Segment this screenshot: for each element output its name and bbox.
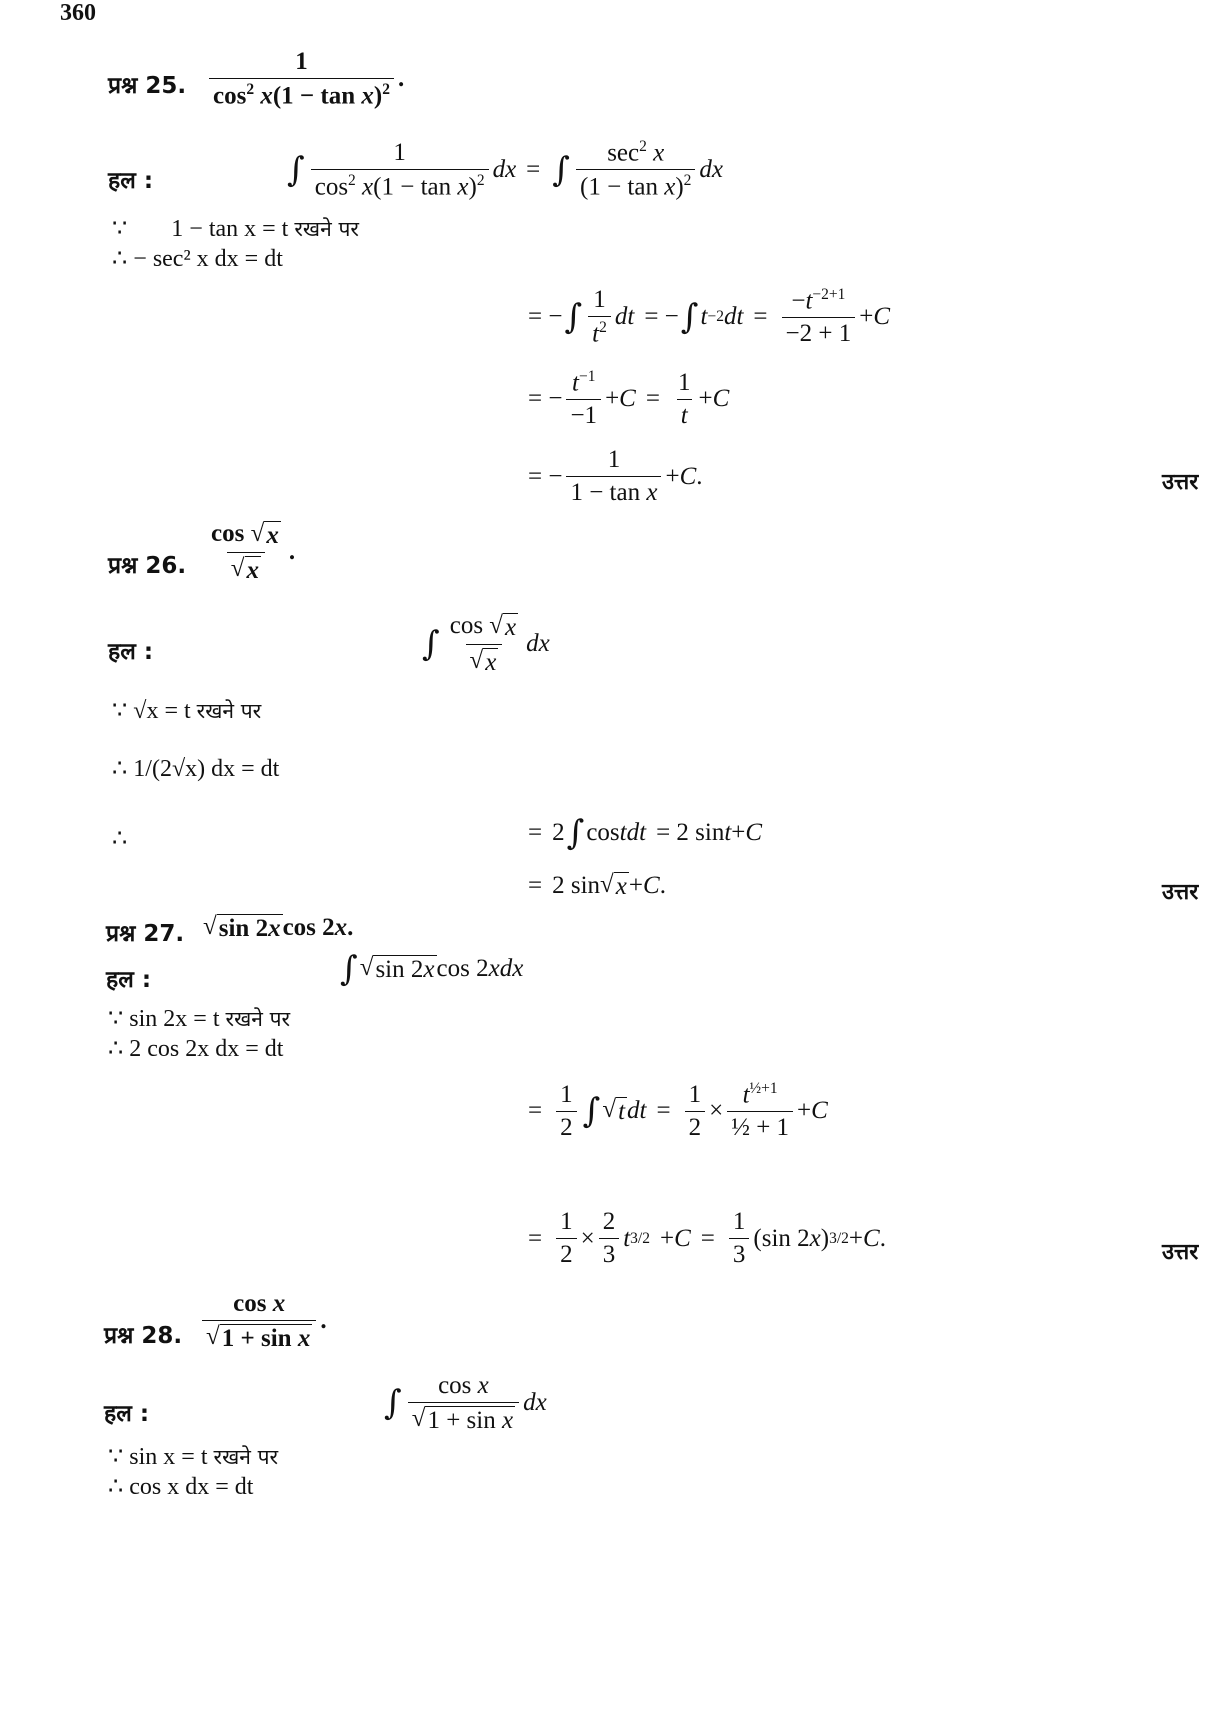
question-27-differential (108, 1034, 283, 1063)
page-number: 360 (60, 0, 96, 26)
question-26-expression: cos √ x √ x . (211, 520, 296, 584)
question-26-label: प्रश्न 26. (108, 553, 187, 579)
substitution-suffix: रखने पर (225, 1007, 291, 1031)
question-26-substitution (112, 696, 261, 725)
question-27-step-2: = $\frac{1}{2}$ × $\frac{2}{3}$ t 3/2 + C = $\frac{1}{3}$ (sin 2 x ) 3/2 + C . (528, 1208, 886, 1268)
since-symbol: ∵ (108, 1444, 124, 1470)
question-25-step-3: = − $\frac{1}{\text{1 − tan x}}$ + C . (528, 446, 703, 506)
question-28-differential (108, 1472, 253, 1501)
question-27-solution-label: हल : (106, 967, 152, 993)
question-25-step-2: = − $\frac{t^{-1}}{-1}$ + C = $\frac{1}{t}$ + C (528, 368, 730, 430)
therefore-symbol: ∴ (112, 826, 128, 852)
question-27-answer-label: उत्तर (1162, 1240, 1199, 1265)
question-27-expression: √ sin 2x cos 2 x . (203, 913, 354, 942)
substitution-expression: sin 2x = t (129, 1006, 220, 1032)
question-25-solution-label: हल : (108, 168, 154, 194)
substitution-expression: sin x = t (129, 1444, 208, 1470)
question-26-step-1: = 2 ∫ cos t dt = 2 sin t + C (528, 813, 763, 853)
question-27-substitution (108, 1004, 290, 1033)
question-25-expression: $\frac{1}{\cos^2 x(1 - \tan x)^2}$ . (205, 48, 404, 110)
question-25-differential (112, 244, 283, 273)
therefore-symbol: ∴ (112, 246, 128, 272)
question-26-answer-label: उत्तर (1162, 880, 1199, 905)
question-26-solution-label: हल : (108, 639, 154, 665)
differential-expression: 1/(2√x) dx = dt (133, 756, 280, 782)
question-28-expression: cos x √ 1 + sin x . (198, 1290, 327, 1353)
question-26-therefore (112, 824, 127, 853)
question-25-answer-label: उत्तर (1162, 470, 1199, 495)
question-25-substitution (112, 214, 359, 243)
question-28-integral: ∫ cos x √ 1 + sin x dx (384, 1372, 547, 1434)
since-symbol: ∵ (112, 698, 128, 724)
question-26-differential (112, 754, 279, 783)
question-28-label: प्रश्न 28. (104, 1323, 183, 1349)
question-27-step-1: = $\frac{1}{2}$ ∫ √ t dt = $\frac{1}{2}$ × $\frac{t^{\frac{1}{2}+1}}{\text{½ + 1}}$ + C (528, 1080, 828, 1142)
therefore-symbol: ∴ (112, 756, 128, 782)
since-symbol: ∵ (112, 216, 128, 242)
substitution-expression: 1 − tan x = t (171, 216, 289, 242)
substitution-suffix: रखने पर (196, 699, 262, 723)
substitution-expression: √x = t (133, 698, 191, 724)
differential-expression: 2 cos 2x dx = dt (129, 1036, 284, 1062)
question-25-label: प्रश्न 25. (108, 73, 187, 99)
therefore-symbol: ∴ (108, 1474, 124, 1500)
question-28-substitution (108, 1442, 278, 1471)
question-26-step-2: = 2 sin √ x + C . (528, 871, 666, 900)
substitution-suffix: रखने पर (294, 217, 359, 241)
question-27-integral: ∫ √ sin 2x cos 2 x dx (340, 949, 524, 989)
question-25-step-1: = − ∫ $\frac{1}{t^2}$ dt = − ∫ t −2 dt = $\frac{-t^{-2+1}}{-2 + 1}$ + C (528, 286, 891, 348)
therefore-symbol: ∴ (108, 1036, 124, 1062)
question-25-integral: ∫ $\frac{1}{\cos^2 x(1 - \tan x)^2}$ dx = ∫ $\frac{\sec^2 x}{(1 - \tan x)^2}$ dx (287, 138, 724, 201)
question-26-integral: ∫ cos √ x √ x dx (422, 612, 550, 676)
since-symbol: ∵ (108, 1006, 124, 1032)
question-27-label: प्रश्न 27. (106, 921, 185, 947)
differential-expression: − sec² x dx = dt (133, 246, 283, 272)
substitution-suffix: रखने पर (213, 1445, 279, 1469)
question-28-solution-label: हल : (104, 1401, 150, 1427)
differential-expression: cos x dx = dt (129, 1474, 254, 1500)
